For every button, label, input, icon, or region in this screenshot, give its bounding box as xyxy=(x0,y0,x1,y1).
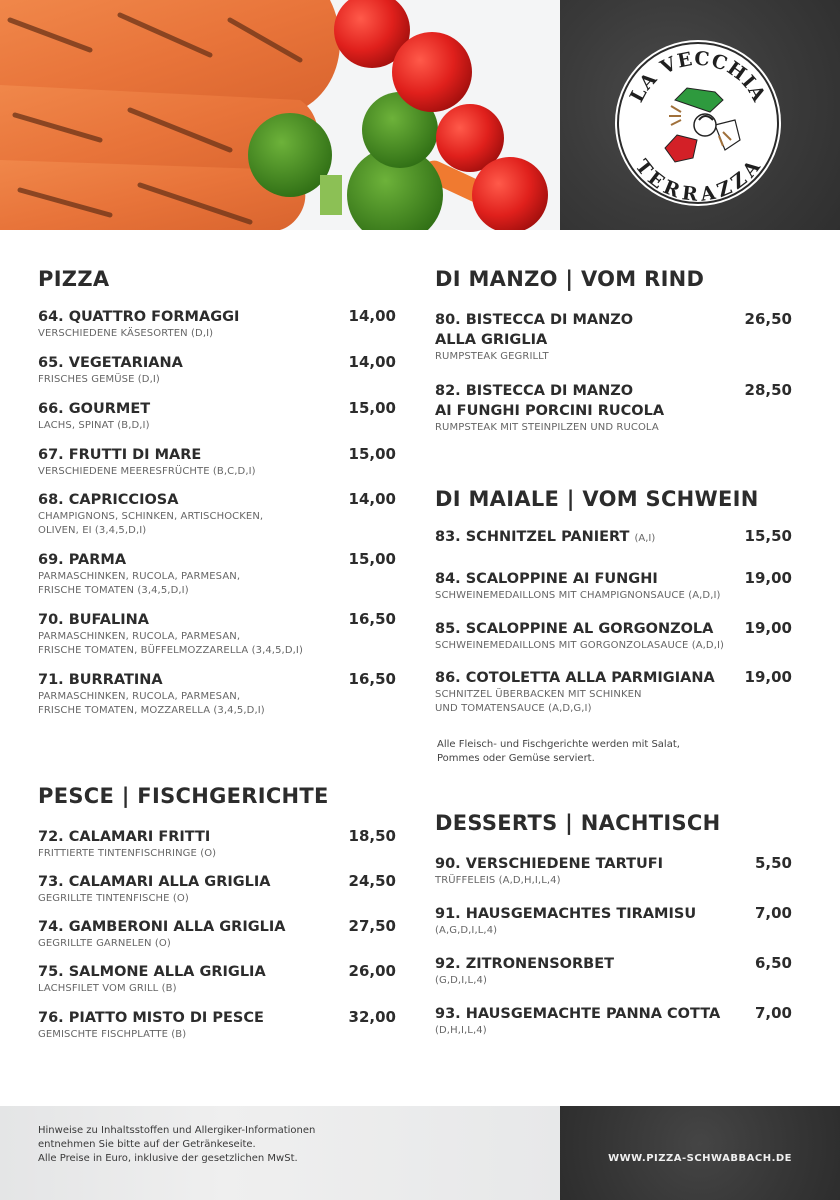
item-price: 15,00 xyxy=(348,399,396,417)
item-name-line2: AI FUNGHI PORCINI RUCOLA xyxy=(435,403,665,419)
item-desc: GEGRILLTE GARNELEN (O) xyxy=(38,938,171,949)
item-name: 69. PARMA xyxy=(38,552,127,568)
section-title-pizza: PIZZA xyxy=(38,267,110,291)
note-line: Pommes oder Gemüse serviert. xyxy=(437,753,595,764)
menu-item xyxy=(38,550,240,598)
menu-item xyxy=(38,610,303,658)
menu-item xyxy=(435,854,663,888)
menu-item xyxy=(38,670,265,718)
grilled-salmon-image xyxy=(0,0,560,230)
footer-url-panel xyxy=(560,1106,840,1200)
item-price: 15,00 xyxy=(348,445,396,463)
menu-item xyxy=(38,872,271,906)
section-title-manzo: DI MANZO | VOM RIND xyxy=(435,267,705,291)
item-name: 80. BISTECCA DI MANZO xyxy=(435,312,634,328)
item-price: 19,00 xyxy=(744,619,792,637)
menu-item xyxy=(435,1004,720,1038)
menu-item xyxy=(38,353,183,387)
item-price: 28,50 xyxy=(744,381,792,399)
note-line: Alle Fleisch- und Fischgerichte werden mit Salat, xyxy=(437,739,680,750)
item-desc: OLIVEN, EI (3,4,5,D,I) xyxy=(38,525,147,536)
svg-text:TERRAZZA: TERRAZZA xyxy=(630,155,766,206)
item-name: 91. HAUSGEMACHTES TIRAMISU xyxy=(435,906,697,922)
item-desc: FRITTIERTE TINTENFISCHRINGE (O) xyxy=(38,848,217,859)
menu-item xyxy=(38,399,150,433)
item-name: 71. BURRATINA xyxy=(38,672,163,688)
item-price: 14,00 xyxy=(348,490,396,508)
section-title-pesce: PESCE | FISCHGERICHTE xyxy=(38,784,329,808)
item-desc: PARMASCHINKEN, RUCOLA, PARMESAN, xyxy=(38,571,241,582)
allergen-info xyxy=(38,1124,315,1166)
item-desc: RUMPSTEAK MIT STEINPILZEN UND RUCOLA xyxy=(435,422,659,433)
item-price: 24,50 xyxy=(348,872,396,890)
item-price: 14,00 xyxy=(348,307,396,325)
item-desc: (D,H,I,L,4) xyxy=(435,1025,487,1036)
item-desc: (A,G,D,I,L,4) xyxy=(435,925,498,936)
item-name: 65. VEGETARIANA xyxy=(38,355,183,371)
item-name: 83. SCHNITZEL PANIERT (A,I) xyxy=(435,529,656,545)
logo-panel xyxy=(560,0,840,230)
item-price: 27,50 xyxy=(348,917,396,935)
item-name-line2: ALLA GRIGLIA xyxy=(435,332,548,348)
item-desc: RUMPSTEAK GEGRILLT xyxy=(435,351,549,362)
item-name: 73. CALAMARI ALLA GRIGLIA xyxy=(38,874,271,890)
item-desc: SCHWEINEMEDAILLONS MIT CHAMPIGNONSAUCE (A,D,I) xyxy=(435,590,721,601)
footer-info-panel xyxy=(0,1106,560,1200)
item-desc: GEGRILLTE TINTENFISCHE (O) xyxy=(38,893,189,904)
website-link[interactable]: WWW.PIZZA-SCHWABBACH.DE xyxy=(608,1153,792,1164)
menu-item xyxy=(38,917,286,951)
item-desc: LACHSFILET VOM GRILL (B) xyxy=(38,983,177,994)
item-price: 15,00 xyxy=(348,550,396,568)
menu-item xyxy=(435,619,724,653)
menu-item xyxy=(435,668,715,716)
item-desc: FRISCHE TOMATEN, BÜFFELMOZZARELLA (3,4,5,D,I) xyxy=(38,645,303,656)
menu-item xyxy=(435,569,721,603)
item-name: 67. FRUTTI DI MARE xyxy=(38,447,202,463)
item-price: 26,00 xyxy=(348,962,396,980)
item-desc: FRISCHE TOMATEN, MOZZARELLA (3,4,5,D,I) xyxy=(38,705,265,716)
item-name: 86. COTOLETTA ALLA PARMIGIANA xyxy=(435,670,715,686)
menu-item xyxy=(38,827,216,861)
menu-item xyxy=(435,527,655,549)
item-name: 64. QUATTRO FORMAGGI xyxy=(38,309,240,325)
menu-item xyxy=(435,954,614,988)
item-name: 84. SCALOPPINE AI FUNGHI xyxy=(435,571,658,587)
item-name: 74. GAMBERONI ALLA GRIGLIA xyxy=(38,919,286,935)
section-title-desserts: DESSERTS | NACHTISCH xyxy=(435,811,721,835)
item-price: 26,50 xyxy=(744,310,792,328)
food-photo xyxy=(0,0,560,230)
item-price: 32,00 xyxy=(348,1008,396,1026)
item-desc: VERSCHIEDENE MEERESFRÜCHTE (B,C,D,I) xyxy=(38,466,256,477)
footer-line: entnehmen Sie bitte auf der Getränkeseite. xyxy=(38,1139,256,1150)
item-desc: PARMASCHINKEN, RUCOLA, PARMESAN, xyxy=(38,691,241,702)
item-desc: GEMISCHTE FISCHPLATTE (B) xyxy=(38,1029,187,1040)
item-desc: VERSCHIEDENE KÄSESORTEN (D,I) xyxy=(38,328,214,339)
item-desc: (G,D,I,L,4) xyxy=(435,975,487,986)
item-name: 66. GOURMET xyxy=(38,401,151,417)
item-price: 7,00 xyxy=(754,1004,792,1022)
item-desc: FRISCHE TOMATEN (3,4,5,D,I) xyxy=(38,585,189,596)
item-price: 15,50 xyxy=(744,527,792,545)
item-price: 19,00 xyxy=(744,668,792,686)
item-price: 18,50 xyxy=(348,827,396,845)
item-price: 16,50 xyxy=(348,670,396,688)
menu-item xyxy=(435,904,696,938)
item-price: 19,00 xyxy=(744,569,792,587)
footer-line: Alle Preise in Euro, inklusive der gesetzlichen MwSt. xyxy=(38,1153,298,1164)
menu-item xyxy=(38,490,263,538)
item-name: 70. BUFALINA xyxy=(38,612,150,628)
item-desc: FRISCHES GEMÜSE (D,I) xyxy=(38,374,160,385)
item-desc: PARMASCHINKEN, RUCOLA, PARMESAN, xyxy=(38,631,241,642)
item-name: 92. ZITRONENSORBET xyxy=(435,956,614,972)
item-name: 90. VERSCHIEDENE TARTUFI xyxy=(435,856,664,872)
item-desc: SCHNITZEL ÜBERBACKEN MIT SCHINKEN xyxy=(435,689,642,700)
menu-item xyxy=(435,310,633,364)
section-title-maiale: DI MAIALE | VOM SCHWEIN xyxy=(435,487,759,511)
item-desc: TRÜFFELEIS (A,D,H,I,L,4) xyxy=(435,875,561,886)
item-name: 72. CALAMARI FRITTI xyxy=(38,829,211,845)
menu-item xyxy=(38,445,256,479)
item-price: 7,00 xyxy=(754,904,792,922)
svg-text:LA VECCHIA: LA VECCHIA xyxy=(625,47,771,106)
item-desc: CHAMPIGNONS, SCHINKEN, ARTISCHOCKEN, xyxy=(38,511,264,522)
item-name: 75. SALMONE ALLA GRIGLIA xyxy=(38,964,266,980)
restaurant-logo xyxy=(615,40,781,206)
side-dish-note xyxy=(437,738,680,766)
item-price: 6,50 xyxy=(754,954,792,972)
footer-line: Hinweise zu Inhaltsstoffen und Allergiker-Informationen xyxy=(38,1125,316,1136)
menu-item xyxy=(38,307,239,341)
item-name: 68. CAPRICCIOSA xyxy=(38,492,179,508)
item-price: 16,50 xyxy=(348,610,396,628)
menu-item xyxy=(38,962,266,996)
item-desc: UND TOMATENSAUCE (A,D,G,I) xyxy=(435,703,592,714)
trinacria-emblem-icon xyxy=(615,40,781,206)
item-name: 82. BISTECCA DI MANZO xyxy=(435,383,634,399)
menu-item xyxy=(435,381,664,435)
menu-item xyxy=(38,1008,264,1042)
allergen-codes: (A,I) xyxy=(634,533,656,544)
item-price: 14,00 xyxy=(348,353,396,371)
item-name: 76. PIATTO MISTO DI PESCE xyxy=(38,1010,264,1026)
item-name: 93. HAUSGEMACHTE PANNA COTTA xyxy=(435,1006,721,1022)
item-desc: LACHS, SPINAT (B,D,I) xyxy=(38,420,150,431)
item-desc: SCHWEINEMEDAILLONS MIT GORGONZOLASAUCE (A,D,I) xyxy=(435,640,725,651)
item-price: 5,50 xyxy=(754,854,792,872)
item-name: 85. SCALOPPINE AL GORGONZOLA xyxy=(435,621,714,637)
